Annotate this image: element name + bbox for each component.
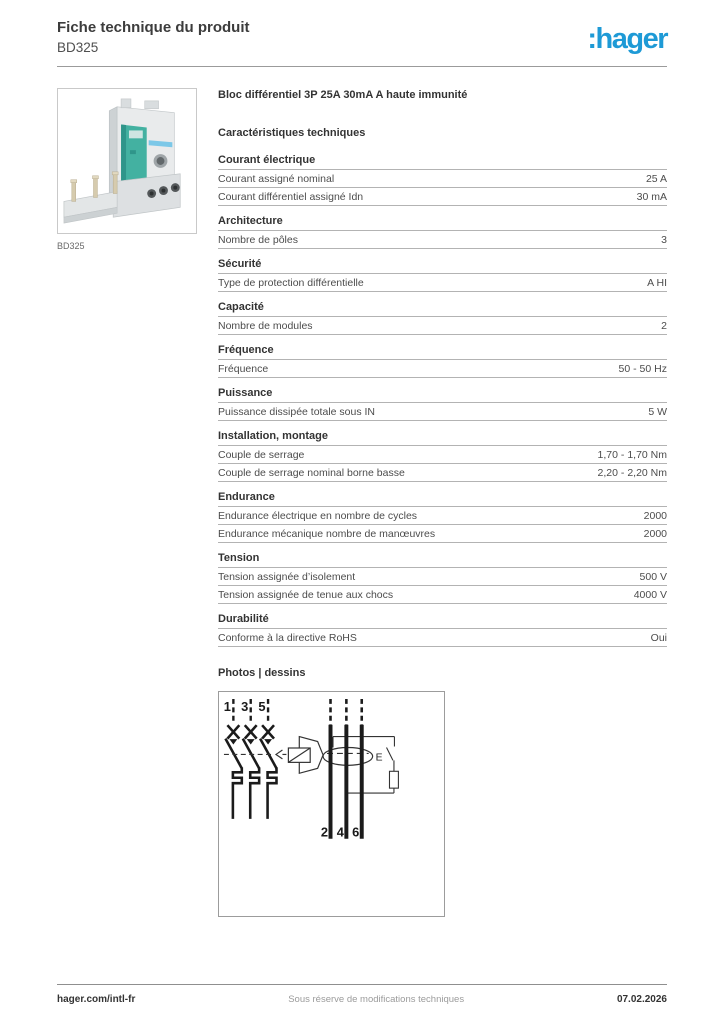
section-title: Durabilité (218, 613, 667, 629)
pole-label-3: 3 (241, 698, 249, 714)
spec-row (218, 188, 667, 206)
spec-label: Nombre de pôles (218, 234, 298, 246)
page-header (57, 0, 667, 67)
spec-row (218, 231, 667, 249)
spec-section-tension (218, 552, 667, 604)
spec-label: Nombre de modules (218, 320, 313, 332)
spec-row (218, 170, 667, 188)
spec-row (218, 446, 667, 464)
wiring-diagram (219, 692, 444, 916)
spec-value: 2,20 - 2,20 Nm (597, 467, 667, 479)
photos-heading: Photos | dessins (218, 667, 306, 679)
spec-label: Courant assigné nominal (218, 173, 335, 185)
pole-label-6: 6 (352, 824, 360, 840)
spec-value: 2 (661, 320, 667, 332)
spec-label: Endurance électrique en nombre de cycles (218, 510, 418, 522)
spec-value: 4000 V (633, 589, 667, 601)
spec-value: 2000 (643, 510, 667, 522)
spec-value: 500 V (639, 571, 667, 583)
photo-column (57, 88, 218, 917)
spec-row (218, 403, 667, 421)
spec-row (218, 274, 667, 292)
spec-label: Endurance mécanique nombre de manœuvres (218, 528, 436, 540)
pole-label-5: 5 (258, 698, 266, 714)
pole-label-2: 2 (320, 824, 329, 840)
spec-row (218, 629, 667, 647)
spec-value: 30 mA (636, 191, 667, 203)
section-title: Architecture (218, 215, 667, 231)
spec-label: Couple de serrage (218, 449, 305, 461)
spec-value: Oui (650, 632, 667, 644)
spec-column (218, 88, 667, 917)
spec-section-frequence (218, 344, 667, 378)
footer-date: 07.02.2026 (616, 994, 667, 1005)
main-content (57, 88, 667, 917)
spec-row (218, 317, 667, 335)
pole-label-1: 1 (223, 698, 231, 714)
spec-row (218, 586, 667, 604)
spec-section-puissance (218, 387, 667, 421)
section-title: Capacité (218, 301, 667, 317)
spec-label: Tension assignée de tenue aux chocs (218, 589, 394, 601)
spec-label: Courant différentiel assigné Idn (218, 191, 364, 203)
spec-value: 3 (661, 234, 667, 246)
spec-row (218, 464, 667, 482)
section-title: Puissance (218, 387, 667, 403)
spec-row (218, 525, 667, 543)
page-title: Fiche technique du produit (57, 19, 250, 36)
product-reference: BD325 (57, 40, 99, 55)
section-title: Installation, montage (218, 430, 667, 446)
product-image-frame (57, 88, 197, 234)
spec-value: 50 - 50 Hz (618, 363, 667, 375)
section-title: Tension (218, 552, 667, 568)
wiring-diagram-frame (218, 691, 445, 917)
spec-section-endurance (218, 491, 667, 543)
footer-website-link[interactable]: hager.com/intl-fr (57, 994, 136, 1005)
characteristics-heading: Caractéristiques techniques (218, 127, 366, 139)
spec-value: 25 A (645, 173, 667, 185)
spec-value: 1,70 - 1,70 Nm (597, 449, 667, 461)
product-photo (58, 89, 196, 233)
spec-label: Type de protection différentielle (218, 277, 364, 289)
spec-row (218, 507, 667, 525)
spec-section-capacite (218, 301, 667, 335)
spec-label: Puissance dissipée totale sous IN (218, 406, 376, 418)
spec-row (218, 568, 667, 586)
test-button-label: E (375, 752, 383, 764)
spec-label: Conforme à la directive RoHS (218, 632, 357, 644)
hager-logo: :hager (587, 23, 667, 55)
spec-value: 5 W (648, 406, 667, 418)
section-title: Courant électrique (218, 154, 667, 170)
spec-label: Couple de serrage nominal borne basse (218, 467, 405, 479)
section-title: Fréquence (218, 344, 667, 360)
product-name: Bloc différentiel 3P 25A 30mA A haute immunité (218, 89, 468, 101)
spec-section-durabilite (218, 613, 667, 647)
header-titles (57, 19, 250, 55)
spec-label: Tension assignée d’isolement (218, 571, 356, 583)
section-title: Sécurité (218, 258, 667, 274)
spec-section-architecture (218, 215, 667, 249)
spec-section-securite (218, 258, 667, 292)
spec-section-courant-electrique (218, 154, 667, 206)
spec-section-installation (218, 430, 667, 482)
page-footer (57, 984, 667, 1005)
pole-label-4: 4 (336, 824, 344, 840)
spec-row (218, 360, 667, 378)
spec-value: 2000 (643, 528, 667, 540)
section-title: Endurance (218, 491, 667, 507)
product-image-caption: BD325 (57, 241, 85, 251)
spec-value: A HI (647, 277, 667, 289)
spec-label: Fréquence (218, 363, 269, 375)
footer-disclaimer: Sous réserve de modifications techniques (288, 994, 465, 1005)
